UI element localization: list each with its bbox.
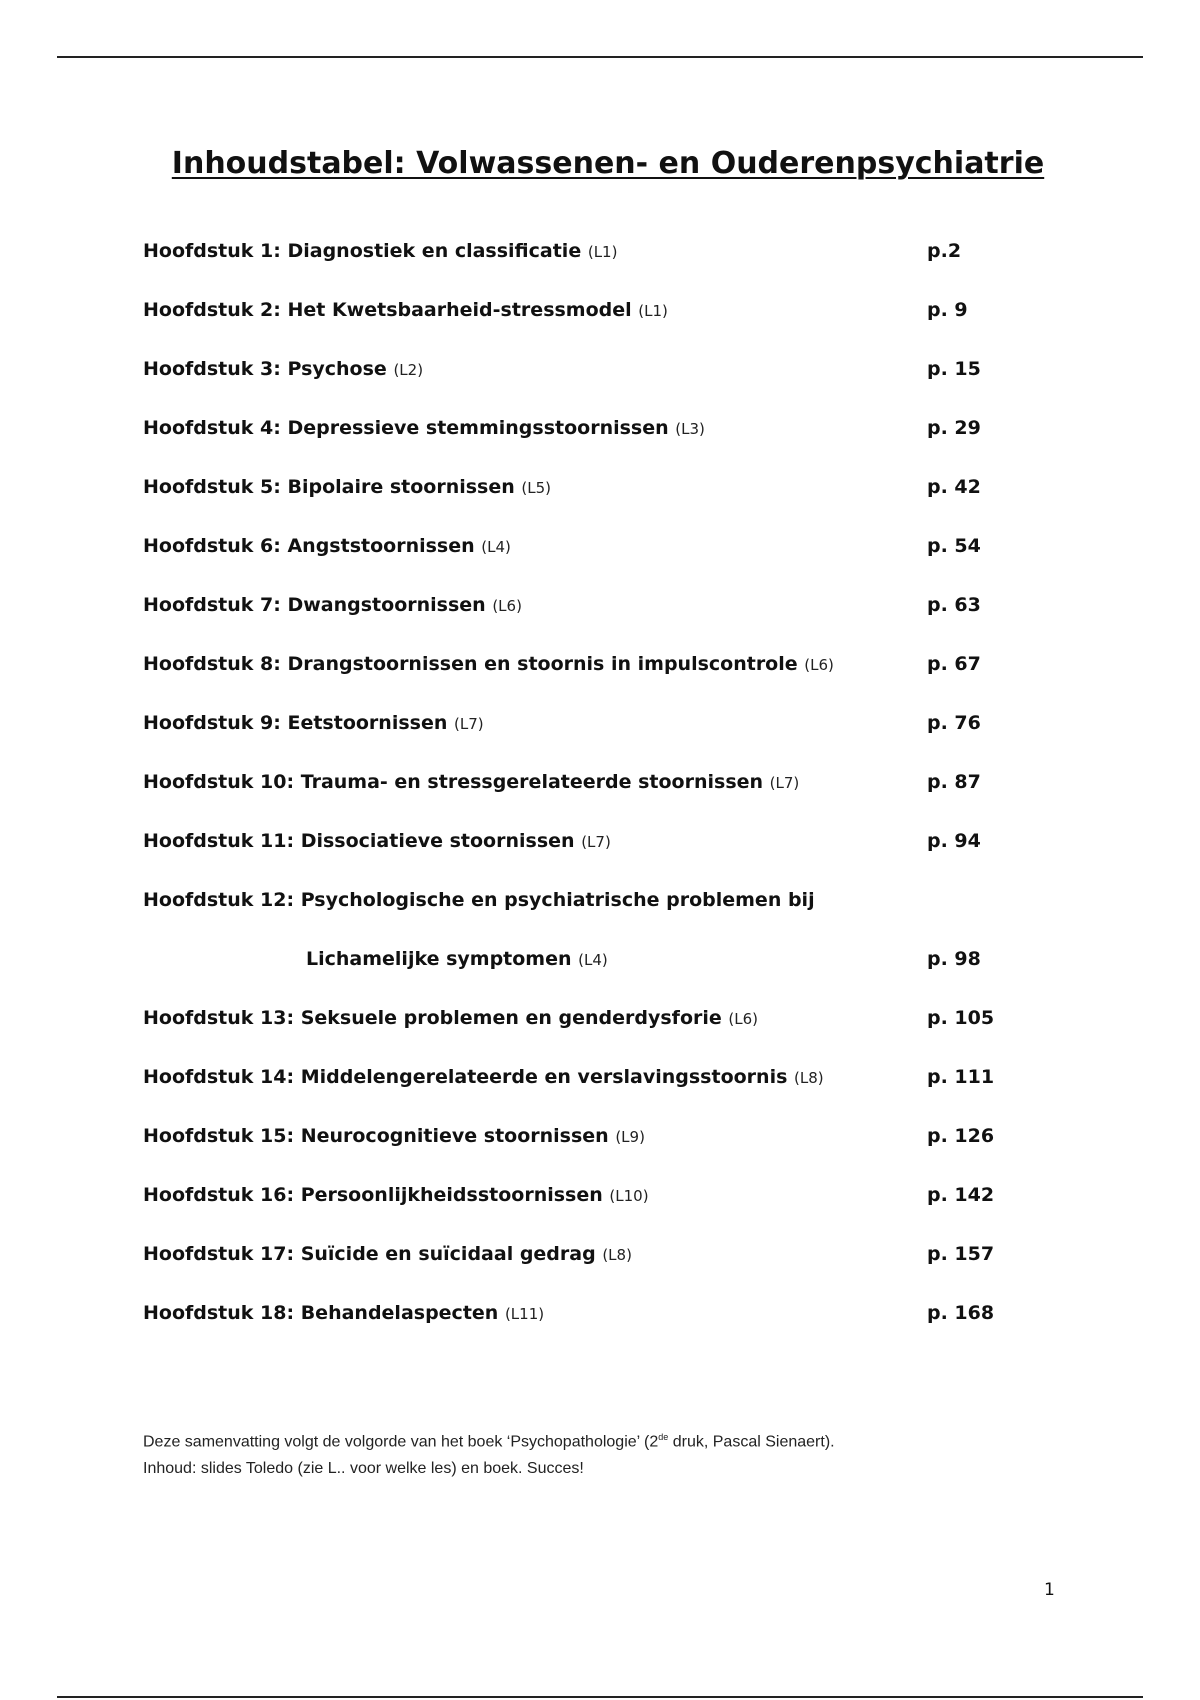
toc-entry xyxy=(143,240,1023,299)
toc-page-number: p. 157 xyxy=(927,1243,995,1265)
note-line-1: Deze samenvatting volgt de volgorde van het boek ‘Psychopathologie’ (2de druk, Pascal Sienaert). xyxy=(143,1432,835,1451)
toc-page-number: p. 87 xyxy=(927,771,981,793)
toc-entry xyxy=(143,889,1023,948)
toc-chapter-title: Hoofdstuk 1: Diagnostiek en classificatie xyxy=(143,240,582,262)
toc-page-number: p. 9 xyxy=(927,299,968,321)
toc-lecture-ref: (L6) xyxy=(492,597,522,615)
toc-chapter-title: Hoofdstuk 18: Behandelaspecten xyxy=(143,1302,499,1324)
toc-page-number: p. 63 xyxy=(927,594,981,616)
toc-lecture-ref: (L6) xyxy=(804,656,834,674)
toc-chapter xyxy=(306,948,608,971)
toc-lecture-ref: (L8) xyxy=(602,1246,632,1264)
toc-chapter xyxy=(143,1007,758,1030)
toc-lecture-ref: (L4) xyxy=(481,538,511,556)
toc-chapter-title: Hoofdstuk 14: Middelengerelateerde en verslavingsstoornis xyxy=(143,1066,788,1088)
toc-entry xyxy=(143,948,1023,1007)
toc-lecture-ref: (L10) xyxy=(609,1187,649,1205)
toc-chapter xyxy=(143,1125,645,1148)
toc-chapter-title: Hoofdstuk 11: Dissociatieve stoornissen xyxy=(143,830,575,852)
toc-lecture-ref: (L7) xyxy=(581,833,611,851)
toc-chapter-title: Lichamelijke symptomen xyxy=(306,948,572,970)
toc-chapter xyxy=(143,830,611,853)
toc-page-number: p. 168 xyxy=(927,1302,995,1324)
toc-page-number: p. 67 xyxy=(927,653,981,675)
toc-page-number: p. 98 xyxy=(927,948,981,970)
toc-chapter-title: Hoofdstuk 13: Seksuele problemen en genderdysforie xyxy=(143,1007,722,1029)
toc-chapter xyxy=(143,535,511,558)
toc-entry xyxy=(143,476,1023,535)
toc-chapter xyxy=(143,594,522,617)
toc-chapter xyxy=(143,771,799,794)
toc-lecture-ref: (L7) xyxy=(769,774,800,792)
toc-entry xyxy=(143,535,1023,594)
toc-lecture-ref: (L3) xyxy=(675,420,705,438)
toc-entry xyxy=(143,712,1023,771)
toc-chapter xyxy=(143,1243,632,1266)
toc-chapter-title: Hoofdstuk 6: Angststoornissen xyxy=(143,535,475,557)
toc-chapter xyxy=(143,476,551,499)
toc-chapter-title: Hoofdstuk 7: Dwangstoornissen xyxy=(143,594,486,616)
toc-chapter-title: Hoofdstuk 17: Suïcide en suïcidaal gedrag xyxy=(143,1243,596,1265)
toc-page-number: p. 142 xyxy=(927,1184,995,1206)
toc-chapter-title: Hoofdstuk 5: Bipolaire stoornissen xyxy=(143,476,515,498)
toc-page-number: p. 42 xyxy=(927,476,981,498)
toc-chapter-title: Hoofdstuk 16: Persoonlijkheidsstoornissen xyxy=(143,1184,603,1206)
toc-chapter xyxy=(143,358,423,381)
toc-chapter-title: Hoofdstuk 3: Psychose xyxy=(143,358,387,380)
toc-page-number: p. 105 xyxy=(927,1007,995,1029)
summary-note xyxy=(143,1424,1043,1482)
toc-lecture-ref: (L7) xyxy=(454,715,484,733)
toc-lecture-ref: (L8) xyxy=(794,1069,824,1087)
table-of-contents xyxy=(143,240,1023,1361)
toc-chapter xyxy=(143,653,834,676)
toc-chapter-title: Hoofdstuk 10: Trauma- en stressgerelateerde stoornissen xyxy=(143,771,764,793)
toc-chapter xyxy=(143,417,705,440)
toc-lecture-ref: (L9) xyxy=(615,1128,645,1146)
page-number: 1 xyxy=(1044,1580,1055,1600)
toc-lecture-ref: (L1) xyxy=(638,302,668,320)
bottom-rule xyxy=(57,1696,1143,1698)
toc-chapter-title: Hoofdstuk 15: Neurocognitieve stoornissen xyxy=(143,1125,609,1147)
toc-lecture-ref: (L6) xyxy=(728,1010,759,1028)
toc-entry xyxy=(143,653,1023,712)
toc-entry xyxy=(143,830,1023,889)
toc-chapter xyxy=(143,889,815,911)
toc-entry xyxy=(143,771,1023,830)
toc-chapter xyxy=(143,299,668,322)
toc-page-number: p. 29 xyxy=(927,417,981,439)
toc-chapter-title: Hoofdstuk 12: Psychologische en psychiatrische problemen bij xyxy=(143,889,815,911)
toc-chapter-title: Hoofdstuk 2: Het Kwetsbaarheid-stressmodel xyxy=(143,299,632,321)
toc-chapter xyxy=(143,712,484,735)
toc-entry xyxy=(143,1184,1023,1243)
toc-chapter xyxy=(143,1066,824,1089)
toc-lecture-ref: (L5) xyxy=(521,479,552,497)
toc-page-number: p. 76 xyxy=(927,712,981,734)
toc-lecture-ref: (L2) xyxy=(393,361,424,379)
top-rule xyxy=(57,56,1143,58)
toc-page-number: p. 15 xyxy=(927,358,981,380)
toc-chapter xyxy=(143,1184,649,1207)
toc-page-number: p. 111 xyxy=(927,1066,995,1088)
toc-page-number: p. 54 xyxy=(927,535,981,557)
toc-entry xyxy=(143,594,1023,653)
toc-entry xyxy=(143,1007,1023,1066)
toc-lecture-ref: (L1) xyxy=(587,243,618,261)
toc-entry xyxy=(143,1066,1023,1125)
toc-chapter-title: Hoofdstuk 4: Depressieve stemmingsstoornissen xyxy=(143,417,669,439)
page-title: Inhoudstabel: Volwassenen- en Ouderenpsychiatrie xyxy=(171,146,1045,181)
toc-entry xyxy=(143,1125,1023,1184)
toc-entry xyxy=(143,299,1023,358)
toc-chapter-title: Hoofdstuk 8: Drangstoornissen en stoornis in impulscontrole xyxy=(143,653,798,675)
note-line-2: Inhoud: slides Toledo (zie L.. voor welke les) en boek. Succes! xyxy=(143,1460,584,1478)
toc-chapter xyxy=(143,240,617,263)
toc-entry xyxy=(143,1243,1023,1302)
toc-entry xyxy=(143,417,1023,476)
toc-chapter xyxy=(143,1302,544,1325)
toc-page-number: p.2 xyxy=(927,240,962,262)
toc-lecture-ref: (L4) xyxy=(578,951,608,969)
toc-page-number: p. 126 xyxy=(927,1125,995,1147)
toc-chapter-title: Hoofdstuk 9: Eetstoornissen xyxy=(143,712,448,734)
toc-page-number: p. 94 xyxy=(927,830,981,852)
toc-entry xyxy=(143,358,1023,417)
toc-lecture-ref: (L11) xyxy=(504,1305,545,1323)
toc-entry xyxy=(143,1302,1023,1361)
